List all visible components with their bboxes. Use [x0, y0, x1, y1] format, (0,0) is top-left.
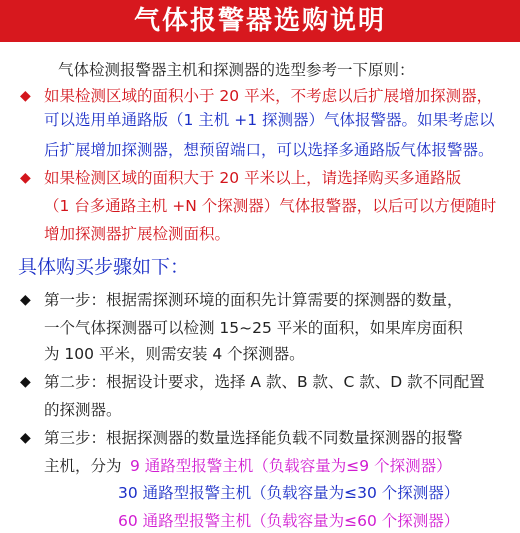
step2-text-1: 第二步：根据设计要求，选择 A 款、B 款、C 款、D 款不同配置 — [44, 373, 485, 391]
intro-text: 气体检测报警器主机和探测器的选型参考一下原则： — [58, 61, 415, 79]
option-9-channel: 9 通路型报警主机（负载容量为≤9 个探测器） — [130, 457, 452, 475]
diamond-bullet-icon: ◆ — [20, 88, 31, 104]
rule1-text-2: 可以选用单通路版（1 主机 +1 探测器）气体报警器。 — [44, 111, 417, 129]
diamond-bullet-icon: ◆ — [20, 430, 31, 446]
option-60-channel: 60 通路型报警主机（负载容量为≤60 个探测器） — [118, 512, 460, 530]
rule1-text-1: 如果检测区域的面积小于 20 平米，不考虑以后扩展增加探测器， — [44, 87, 493, 105]
rule1-text-4: 后扩展增加探测器，想预留端口，可以选择多通路版气体报警器。 — [44, 141, 494, 159]
diamond-bullet-icon: ◆ — [20, 292, 31, 308]
diamond-bullet-icon: ◆ — [20, 170, 31, 186]
rule2-text-3: 增加探测器扩展检测面积。 — [44, 225, 231, 243]
option-30-channel: 30 通路型报警主机（负载容量为≤30 个探测器） — [118, 484, 460, 502]
rule2-text-2: （1 台多通路主机 +N 个探测器）气体报警器，以后可以方便随时 — [44, 197, 497, 215]
page-title: 气体报警器选购说明 — [0, 0, 520, 42]
step3-prefix: 主机，分为 — [44, 457, 122, 475]
step1-text-1: 第一步：根据需探测环境的面积先计算需要的探测器的数量， — [44, 291, 463, 309]
diamond-bullet-icon: ◆ — [20, 374, 31, 390]
step1-text-2: 一个气体探测器可以检测 15~25 平米的面积，如果库房面积 — [44, 319, 463, 337]
rule2-text-1: 如果检测区域的面积大于 20 平米以上，请选择购买多通路版 — [44, 169, 462, 187]
steps-heading: 具体购买步骤如下： — [18, 256, 190, 278]
rule1-text-3: 如果考虑以 — [417, 111, 495, 129]
step1-text-3: 为 100 平米，则需安装 4 个探测器。 — [44, 345, 305, 363]
step3-text-1: 第三步：根据探测器的数量选择能负载不同数量探测器的报警 — [44, 429, 463, 447]
step2-text-2: 的探测器。 — [44, 401, 122, 419]
